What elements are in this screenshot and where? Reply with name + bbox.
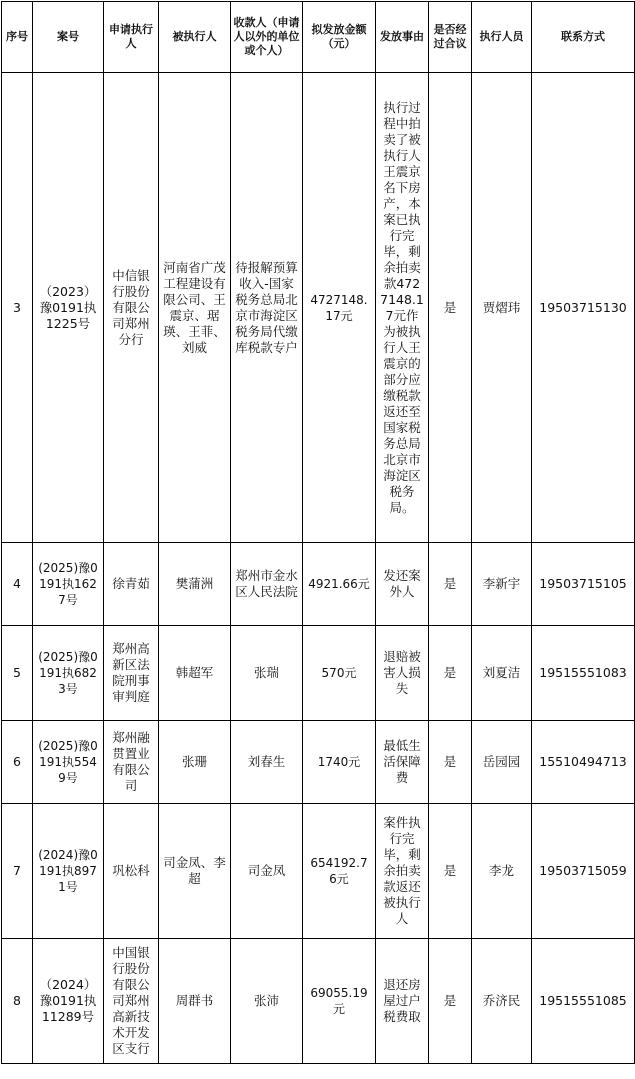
cell-amount: 4921.66元 [303, 543, 376, 626]
header-reviewed: 是否经过合议 [429, 2, 472, 73]
cell-reason: 最低生活保障费 [376, 721, 429, 804]
header-amount: 拟发放金额（元） [303, 2, 376, 73]
cell-reason: 执行过程中拍卖了被执行人王震京名下房产，本案已执行完毕，剩余拍卖款4727148.17元作为被执行人王震京的部分应缴税款返还至国家税务总局北京市海淀区税务局。 [376, 73, 429, 543]
cell-respondent: 周群书 [159, 939, 231, 1064]
table-row [2, 804, 635, 939]
cell-amount: 69055.19元 [303, 939, 376, 1064]
cell-reviewed: 是 [429, 721, 472, 804]
cell-officer: 李龙 [472, 804, 532, 939]
header-case-no: 案号 [33, 2, 104, 73]
cell-reason: 退赔被害人损失 [376, 626, 429, 721]
cell-officer: 刘夏洁 [472, 626, 532, 721]
cell-respondent: 河南省广茂工程建设有限公司、王震京、琚瑛、王菲、刘威 [159, 73, 231, 543]
header-respondent: 被执行人 [159, 2, 231, 73]
cell-seq: 7 [2, 804, 33, 939]
cell-reason: 案件执行完毕，剩余拍卖款返还被执行人 [376, 804, 429, 939]
cell-officer: 李新宇 [472, 543, 532, 626]
cell-seq: 5 [2, 626, 33, 721]
cell-seq: 8 [2, 939, 33, 1064]
header-seq: 序号 [2, 2, 33, 73]
header-payee: 收款人（申请人以外的单位或个人） [231, 2, 303, 73]
cell-respondent: 樊蒲洲 [159, 543, 231, 626]
cell-seq: 6 [2, 721, 33, 804]
cell-contact: 19515551085 [532, 939, 635, 1064]
header-row [2, 2, 635, 73]
cell-payee: 司金凤 [231, 804, 303, 939]
cell-amount: 654192.76元 [303, 804, 376, 939]
cell-case-no: (2024)豫0191执8971号 [33, 804, 104, 939]
table-row [2, 543, 635, 626]
cell-reason: 退还房屋过户税费取 [376, 939, 429, 1064]
cell-respondent: 张珊 [159, 721, 231, 804]
cell-reviewed: 是 [429, 73, 472, 543]
header-officer: 执行人员 [472, 2, 532, 73]
cell-payee: 郑州市金水区人民法院 [231, 543, 303, 626]
cell-contact: 19503715105 [532, 543, 635, 626]
cell-reviewed: 是 [429, 939, 472, 1064]
cell-case-no: (2025)豫0191执1627号 [33, 543, 104, 626]
cell-contact: 19515551083 [532, 626, 635, 721]
cell-seq: 4 [2, 543, 33, 626]
cell-applicant: 徐青茹 [104, 543, 159, 626]
cell-reviewed: 是 [429, 543, 472, 626]
cell-payee: 张沛 [231, 939, 303, 1064]
table-row [2, 939, 635, 1064]
table-row [2, 721, 635, 804]
cell-applicant: 中信银行股份有限公司郑州分行 [104, 73, 159, 543]
cell-amount: 570元 [303, 626, 376, 721]
cell-payee: 刘春生 [231, 721, 303, 804]
cell-payee: 待报解预算收入-国家税务总局北京市海淀区税务局代缴库税款专户 [231, 73, 303, 543]
cell-amount: 4727148.17元 [303, 73, 376, 543]
table-row [2, 626, 635, 721]
cell-officer: 乔济民 [472, 939, 532, 1064]
cell-applicant: 中国银行股份有限公司郑州高新技术开发区支行 [104, 939, 159, 1064]
cell-case-no: (2025)豫0191执5549号 [33, 721, 104, 804]
cell-contact: 15510494713 [532, 721, 635, 804]
cell-reason: 发还案外人 [376, 543, 429, 626]
cell-amount: 1740元 [303, 721, 376, 804]
disbursement-table [1, 1, 635, 1064]
cell-case-no: (2025)豫0191执6823号 [33, 626, 104, 721]
cell-applicant: 郑州融贯置业有限公司 [104, 721, 159, 804]
cell-case-no: （2023）豫0191执1225号 [33, 73, 104, 543]
cell-reviewed: 是 [429, 804, 472, 939]
header-contact: 联系方式 [532, 2, 635, 73]
cell-respondent: 韩超军 [159, 626, 231, 721]
cell-contact: 19503715059 [532, 804, 635, 939]
cell-reviewed: 是 [429, 626, 472, 721]
cell-seq: 3 [2, 73, 33, 543]
cell-officer: 贾熠玮 [472, 73, 532, 543]
table-row [2, 73, 635, 543]
cell-applicant: 郑州高新区法院刑事审判庭 [104, 626, 159, 721]
cell-respondent: 司金凤、李超 [159, 804, 231, 939]
header-applicant: 申请执行人 [104, 2, 159, 73]
header-reason: 发放事由 [376, 2, 429, 73]
cell-applicant: 巩松科 [104, 804, 159, 939]
cell-case-no: （2024）豫0191执11289号 [33, 939, 104, 1064]
cell-contact: 19503715130 [532, 73, 635, 543]
cell-officer: 岳园园 [472, 721, 532, 804]
cell-payee: 张瑞 [231, 626, 303, 721]
